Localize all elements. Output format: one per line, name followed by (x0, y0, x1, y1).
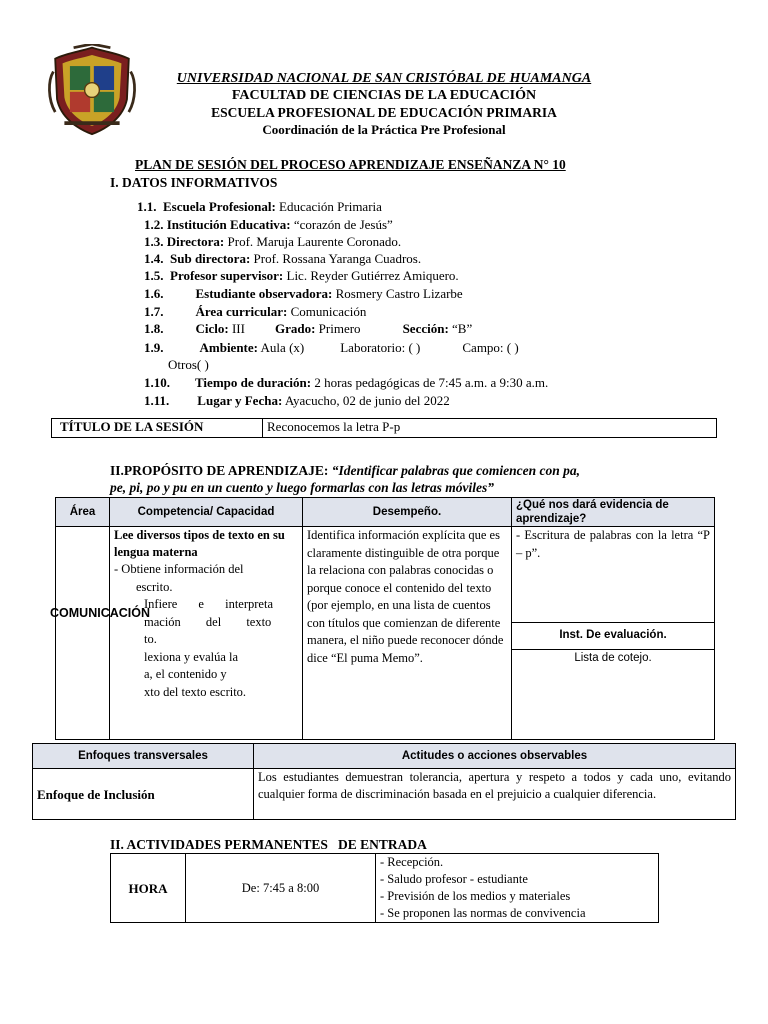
area-cell (50, 527, 150, 740)
university-name: UNIVERSIDAD NACIONAL DE SAN CRISTÓBAL DE HUAMANGA (176, 71, 592, 86)
competencia-line-8: xto del texto escrito. (144, 684, 247, 699)
faculty-name: FACULTAD DE CIENCIAS DE LA EDUCACIÓN (231, 88, 537, 103)
info-lugar-fecha: 1.11. Lugar y Fecha: Ayacucho, 02 de junio del 2022 (144, 393, 450, 408)
competencia-line-2: escrito. (136, 579, 173, 594)
area-label: COMUNICACIÓN (50, 606, 150, 620)
purpose-table (50, 497, 715, 740)
header-actitudes: Actitudes o acciones observables (254, 744, 736, 769)
info-institucion: 1.2. Institución Educativa: “corazón de Jesús” (144, 217, 393, 232)
info-escuela: 1.1. Escuela Profesional: Educación Primaria (137, 199, 382, 214)
info-subdirectora: 1.4. Sub directora: Prof. Rossana Yaranga Cuadros. (144, 251, 422, 266)
enfoques-table (32, 743, 736, 820)
session-title-value: Reconocemos la letra P-p (263, 419, 717, 438)
inst-evaluacion-value: Lista de cotejo. (512, 650, 715, 740)
info-area: 1.7. Área curricular: Comunicación (144, 304, 367, 319)
competencia-line-5: to. (144, 632, 157, 646)
evidencia-cell: - Escritura de palabras con la letra “P – p”. (512, 527, 715, 623)
competencia-line-7: a, el contenido y (144, 667, 227, 681)
competencia-line-3: Infiere e interpreta (144, 597, 273, 611)
hora-label: HORA (111, 854, 186, 923)
header-evidencia: ¿Qué nos dará evidencia de aprendizaje? (512, 498, 715, 527)
competencia-title: Lee diversos tipos de texto en su lengua materna (114, 528, 285, 559)
header-desempeno: Desempeño. (303, 498, 512, 527)
section3-heading: II. ACTIVIDADES PERMANENTES DE ENTRADA (110, 837, 427, 852)
activity-item: - Recepción. (380, 855, 444, 869)
actitudes-text: Los estudiantes demuestran tolerancia, apertura y respeto a todos y cada uno, evitando cualquier forma de discriminación basada en el prejuicio a cualquier diferencia. (254, 769, 736, 820)
competencia-line-1: - Obtiene información del (114, 562, 244, 576)
activity-item: - Saludo profesor - estudiante (380, 872, 528, 886)
activities-cell (376, 854, 659, 923)
school-name: ESCUELA PROFESIONAL DE EDUCACIÓN PRIMARIA (211, 105, 557, 120)
session-title-table (51, 418, 717, 438)
section1-heading: I. DATOS INFORMATIVOS (110, 175, 278, 190)
enfoque-inclusion: Enfoque de Inclusión (33, 769, 254, 820)
activities-table (110, 853, 659, 923)
activity-item: - Previsión de los medios y materiales (380, 889, 571, 903)
section2-heading-line: II.PROPÓSITO DE APRENDIZAJE: “Identificar palabras que comiencen con pa, (110, 463, 581, 478)
header-enfoques: Enfoques transversales (33, 744, 254, 769)
info-estudiante: 1.6. Estudiante observadora: Rosmery Castro Lizarbe (144, 286, 463, 301)
plan-title: PLAN DE SESIÓN DEL PROCESO APRENDIZAJE ENSEÑANZA N° 10 (135, 157, 566, 172)
section2-purpose-line2: pe, pi, po y pu en un cuento y luego formarlas con las letras móviles” (110, 480, 495, 495)
info-supervisor: 1.5. Profesor supervisor: Lic. Reyder Gutiérrez Amiquero. (144, 268, 459, 283)
info-directora: 1.3. Directora: Prof. Maruja Laurente Coronado. (144, 234, 402, 249)
info-tiempo: 1.10. Tiempo de duración: 2 horas pedagógicas de 7:45 a.m. a 9:30 a.m. (144, 375, 549, 390)
session-title-label: TÍTULO DE LA SESIÓN (52, 419, 263, 438)
info-ciclo-grado-seccion: 1.8. Ciclo: III Grado: Primero Sección: “B” (144, 321, 473, 336)
competencia-cell (110, 527, 303, 740)
header-competencia: Competencia/ Capacidad (110, 498, 303, 527)
info-otros: Otros( ) (168, 357, 209, 372)
hora-value: De: 7:45 a 8:00 (186, 854, 376, 923)
activity-item: - Se proponen las normas de convivencia (380, 906, 586, 920)
coordination-name: Coordinación de la Práctica Pre Profesional (262, 122, 506, 137)
desempeno-cell: Identifica información explícita que es claramente distinguible de otra porque la relaciona con palabras conocidas o porque conoce el contenido del texto (por ejemplo, en una lista de cuentos con títulos que comienzan de diferente manera, el niño puede reconocer dónde dice “El puma Memo”. (303, 527, 512, 740)
competencia-line-6: lexiona y evalúa la (144, 649, 239, 664)
competencia-line-4: mación del texto (144, 614, 272, 629)
header-area: Área (56, 498, 110, 527)
info-ambiente: 1.9. Ambiente: Aula (x) Laboratorio: ( ) Campo: ( ) (144, 340, 519, 355)
inst-evaluacion-label: Inst. De evaluación. (512, 623, 715, 650)
